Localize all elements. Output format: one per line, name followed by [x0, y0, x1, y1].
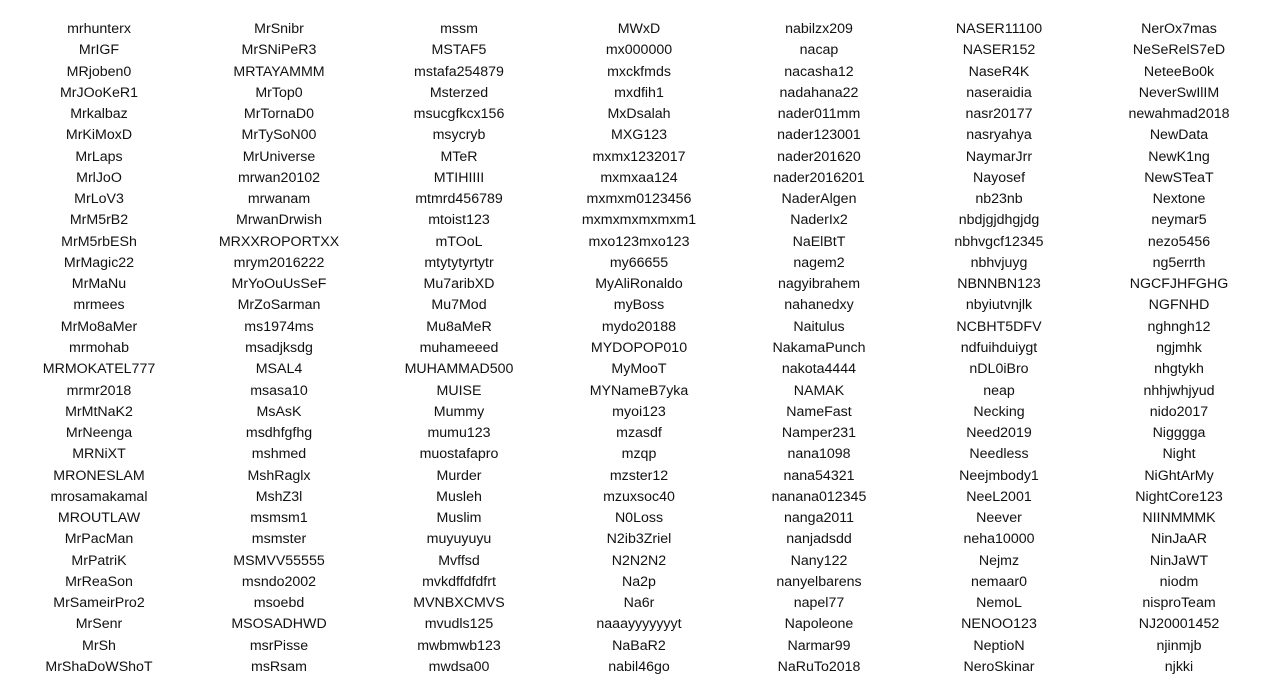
username-cell: MyMooT: [611, 361, 667, 378]
username-cell: mxo123mxo123: [588, 233, 690, 250]
username-cell: msrPisse: [249, 637, 309, 654]
username-cell: mrmohab: [69, 339, 129, 356]
username-cell: Needless: [969, 446, 1029, 463]
username-cell: MRNiXT: [72, 446, 126, 463]
username-cell: mrmr2018: [66, 382, 132, 399]
username-cell: mxmxm0123456: [586, 191, 692, 208]
username-cell: NightCore123: [1135, 488, 1223, 505]
username-cell: NaderIx2: [790, 212, 848, 229]
username-column-4: [549, 19, 729, 678]
username-cell: MSOSADHWD: [231, 616, 327, 633]
username-cell: mwdsa00: [428, 658, 490, 675]
username-cell: NeSeRelS7eD: [1132, 42, 1226, 59]
username-cell: nisproTeam: [1142, 595, 1216, 612]
username-cell: NewData: [1149, 127, 1209, 144]
username-cell: NemoL: [976, 595, 1022, 612]
username-cell: NiGhtArMy: [1144, 467, 1214, 484]
username-cell: NaBaR2: [612, 637, 666, 654]
username-cell: mtmrd456789: [415, 191, 503, 208]
username-cell: NeeL2001: [966, 488, 1032, 505]
username-cell: nagyibrahem: [777, 276, 861, 293]
username-cell: nanga2011: [784, 510, 854, 527]
username-cell: Musleh: [436, 488, 482, 505]
username-cell: N2ib3Zriel: [606, 531, 672, 548]
username-cell: MrSnibr: [254, 21, 304, 37]
username-cell: mrwanam: [247, 191, 311, 208]
username-cell: nana54321: [783, 467, 855, 484]
username-cell: MVNBXCMVS: [413, 595, 505, 612]
username-cell: MUHAMMAD500: [404, 361, 514, 378]
username-column-2: [189, 19, 369, 678]
username-cell: MSAL4: [255, 361, 303, 378]
username-cell: MrMo8aMer: [60, 318, 138, 335]
username-cell: MrUniverse: [242, 148, 316, 165]
username-cell: nader011mm: [777, 106, 861, 123]
username-column-1: [9, 19, 189, 678]
username-cell: mrosamakamal: [50, 488, 148, 505]
username-cell: mwbmwb123: [417, 637, 501, 654]
username-cell: myBoss: [613, 297, 665, 314]
username-cell: niodm: [1159, 573, 1199, 590]
username-cell: Nany122: [790, 552, 848, 569]
username-cell: MrSh: [82, 637, 116, 654]
username-cell: nana1098: [787, 446, 851, 463]
username-cell: MrPacMan: [64, 531, 134, 548]
username-cell: MUISE: [436, 382, 482, 399]
username-cell: Mu7aribXD: [423, 276, 495, 293]
username-cell: ndfuihduiygt: [960, 339, 1038, 356]
username-cell: Muslim: [436, 510, 482, 527]
username-cell: Neejmbody1: [959, 467, 1039, 484]
username-cell: nido2017: [1149, 403, 1209, 420]
username-cell: nezo5456: [1147, 233, 1211, 250]
username-cell: mumu123: [427, 425, 491, 442]
username-cell: MxDsalah: [607, 106, 671, 123]
username-cell: NBNNBN123: [957, 276, 1041, 293]
username-cell: MSTAF5: [431, 42, 487, 59]
username-cell: mzasdf: [616, 425, 662, 442]
username-cell: muhameeed: [419, 339, 499, 356]
username-cell: Msterzed: [429, 84, 489, 101]
username-cell: NGCFJHFGHG: [1129, 276, 1229, 293]
username-cell: NinJaWT: [1149, 552, 1209, 569]
username-cell: mydo20188: [601, 318, 677, 335]
username-cell: Nigggga: [1152, 425, 1206, 442]
username-cell: nader2016201: [773, 169, 865, 186]
username-cell: mxmxaa124: [600, 169, 678, 186]
username-cell: ngjmhk: [1156, 339, 1202, 356]
username-cell: MYDOPOP010: [590, 339, 688, 356]
username-cell: nader201620: [777, 148, 861, 165]
username-cell: NeroSkinar: [963, 658, 1035, 675]
username-cell: MsAsK: [256, 403, 302, 420]
username-cell: MrlJoO: [76, 169, 122, 186]
username-cell: MSMVV55555: [233, 552, 325, 569]
username-cell: MRONESLAM: [53, 467, 145, 484]
username-cell: NaElBtT: [792, 233, 846, 250]
username-cell: msucgfkcx156: [413, 106, 505, 123]
username-cell: NeverSwIlIM: [1138, 84, 1220, 101]
username-cell: NaderAlgen: [781, 191, 857, 208]
username-cell: MyAliRonaldo: [595, 276, 683, 293]
username-cell: MrMtNaK2: [65, 403, 133, 420]
username-cell: MrwanDrwish: [236, 212, 322, 229]
username-cell: NewK1ng: [1148, 148, 1210, 165]
username-cell: Na6r: [623, 595, 655, 612]
username-cell: mtoist123: [428, 212, 490, 229]
username-cell: nanana012345: [771, 488, 867, 505]
username-cell: NENOO123: [961, 616, 1037, 633]
username-cell: muostafapro: [419, 446, 499, 463]
username-cell: NameFast: [786, 403, 852, 420]
username-cell: msRsam: [251, 658, 307, 675]
username-cell: NakamaPunch: [772, 339, 866, 356]
username-cell: MrZoSarman: [237, 297, 321, 314]
username-cell: nabilzx209: [785, 21, 853, 37]
username-cell: nbhvjuyg: [970, 254, 1028, 271]
username-cell: nahanedxy: [784, 297, 854, 314]
username-cell: muyuyuyu: [426, 531, 492, 548]
username-cell: MrM5rbESh: [61, 233, 137, 250]
username-cell: NerOx7mas: [1141, 21, 1217, 37]
username-cell: nabil46go: [608, 658, 670, 675]
username-grid: [9, 19, 1271, 678]
username-column-6: [909, 19, 1089, 678]
username-column-3: [369, 19, 549, 678]
username-cell: MrMagic22: [63, 254, 135, 271]
username-cell: mzster12: [609, 467, 669, 484]
username-cell: nakota4444: [781, 361, 857, 378]
username-cell: NASER152: [962, 42, 1036, 59]
username-cell: NinJaAR: [1151, 531, 1207, 548]
username-cell: MTeR: [440, 148, 478, 165]
username-cell: nanyelbarens: [776, 573, 862, 590]
username-cell: MRTAYAMMM: [233, 63, 325, 80]
username-cell: NeptioN: [973, 637, 1025, 654]
username-cell: Mummy: [433, 403, 485, 420]
username-cell: NaseR4K: [968, 63, 1030, 80]
username-cell: NaRuTo2018: [777, 658, 861, 675]
username-cell: MWxD: [617, 21, 661, 37]
username-cell: MrTySoN00: [241, 127, 317, 144]
username-cell: Need2019: [966, 425, 1032, 442]
username-cell: MrM5rB2: [69, 212, 129, 229]
username-cell: nemaar0: [971, 573, 1027, 590]
username-cell: mrhunterx: [67, 21, 131, 37]
username-cell: Namper231: [781, 425, 857, 442]
username-cell: Night: [1162, 446, 1196, 463]
username-cell: nbhvgcf12345: [954, 233, 1044, 250]
username-cell: ms1974ms: [244, 318, 314, 335]
username-cell: ng5errth: [1152, 254, 1206, 271]
username-cell: mvudls125: [424, 616, 494, 633]
username-cell: MrSameirPro2: [53, 595, 145, 612]
username-cell: mTOoL: [435, 233, 483, 250]
username-cell: nbyiutvnjlk: [965, 297, 1033, 314]
username-cell: NCBHT5DFV: [956, 318, 1042, 335]
username-cell: MXG123: [611, 127, 667, 144]
username-cell: mtytytyrtytr: [424, 254, 494, 271]
username-cell: NewSTeaT: [1144, 169, 1214, 186]
username-cell: mxckfmds: [607, 63, 671, 80]
username-cell: nagem2: [793, 254, 845, 271]
username-cell: nhhjwhjyud: [1143, 382, 1215, 399]
username-cell: mrwan20102: [237, 169, 321, 186]
username-cell: NGFNHD: [1148, 297, 1210, 314]
username-cell: MrYoOuUsSeF: [231, 276, 327, 293]
username-cell: Na2p: [622, 573, 656, 590]
username-cell: naaayyyyyyyt: [596, 616, 682, 633]
username-cell: MrLaps: [75, 148, 123, 165]
username-cell: Neever: [976, 510, 1022, 527]
username-cell: nghngh12: [1147, 318, 1211, 335]
username-cell: nasryahya: [966, 127, 1032, 144]
username-cell: nDL0iBro: [969, 361, 1029, 378]
username-cell: MrPatriK: [71, 552, 127, 569]
username-cell: my66655: [609, 254, 669, 271]
username-cell: mrmees: [73, 297, 125, 314]
username-cell: mx000000: [605, 42, 673, 59]
username-cell: MrMaNu: [71, 276, 127, 293]
username-cell: MrTornaD0: [243, 106, 315, 123]
username-cell: nacasha12: [784, 63, 854, 80]
username-cell: MRMOKATEL777: [42, 361, 156, 378]
username-cell: MrShaDoWShoT: [45, 658, 153, 675]
username-cell: NAMAK: [793, 382, 845, 399]
username-cell: mxmx1232017: [592, 148, 686, 165]
username-cell: MrSenr: [75, 616, 123, 633]
username-cell: Necking: [973, 403, 1025, 420]
username-cell: mzqp: [621, 446, 657, 463]
username-cell: MrKiMoxD: [65, 127, 133, 144]
username-cell: MRjoben0: [66, 63, 132, 80]
username-cell: NaymarJrr: [965, 148, 1033, 165]
username-cell: msdhfgfhg: [245, 425, 313, 442]
username-cell: nbdjgjdhgjdg: [958, 212, 1040, 229]
username-cell: MrJOoKeR1: [59, 84, 139, 101]
username-cell: nhgtykh: [1154, 361, 1204, 378]
username-cell: Nextone: [1152, 191, 1206, 208]
username-column-5: [729, 19, 909, 678]
username-cell: NJ20001452: [1138, 616, 1220, 633]
username-cell: MRXXROPORTXX: [218, 233, 340, 250]
username-cell: MshRaglx: [247, 467, 311, 484]
username-cell: MrTop0: [255, 84, 303, 101]
username-cell: msmsm1: [250, 510, 308, 527]
username-cell: MTIHIIII: [433, 169, 485, 186]
username-cell: NASER11100: [955, 21, 1043, 37]
username-cell: MrLoV3: [74, 191, 124, 208]
username-cell: Mvffsd: [438, 552, 480, 569]
username-cell: naseraidia: [966, 84, 1032, 101]
username-cell: mvkdffdfdfrt: [422, 573, 496, 590]
username-cell: newahmad2018: [1128, 106, 1230, 123]
username-cell: napel77: [793, 595, 845, 612]
username-cell: MROUTLAW: [57, 510, 141, 527]
username-cell: msycryb: [432, 127, 486, 144]
username-cell: Murder: [436, 467, 482, 484]
username-cell: nb23nb: [975, 191, 1023, 208]
username-cell: mshmed: [251, 446, 307, 463]
username-cell: msoebd: [253, 595, 305, 612]
username-column-7: [1089, 19, 1269, 678]
username-cell: nadahana22: [779, 84, 859, 101]
username-cell: njkki: [1164, 658, 1194, 675]
username-cell: neymar5: [1151, 212, 1207, 229]
username-cell: Narmar99: [787, 637, 851, 654]
username-cell: Napoleone: [784, 616, 854, 633]
username-cell: msndo2002: [241, 573, 317, 590]
username-cell: nacap: [799, 42, 839, 59]
username-cell: Naitulus: [793, 318, 845, 335]
username-cell: msasa10: [250, 382, 308, 399]
username-cell: MYNameB7yka: [589, 382, 689, 399]
username-cell: mxmxmxmxmxm1: [581, 212, 697, 229]
username-cell: mxdfih1: [614, 84, 664, 101]
username-cell: MrIGF: [78, 42, 120, 59]
username-cell: Mrkalbaz: [70, 106, 128, 123]
username-cell: msmster: [251, 531, 307, 548]
username-cell: neha10000: [963, 531, 1035, 548]
username-cell: mzuxsoc40: [603, 488, 675, 505]
username-cell: MrNeenga: [65, 425, 133, 442]
username-cell: N2N2N2: [611, 552, 667, 569]
username-cell: Nejmz: [978, 552, 1020, 569]
username-cell: NeteeBo0k: [1143, 63, 1215, 80]
username-cell: MrSNiPeR3: [241, 42, 317, 59]
username-cell: mssm: [440, 21, 478, 37]
username-cell: Nayosef: [972, 169, 1026, 186]
username-cell: MrReaSon: [65, 573, 133, 590]
username-cell: njinmjb: [1156, 637, 1202, 654]
username-cell: nader123001: [777, 127, 861, 144]
username-cell: N0Loss: [614, 510, 664, 527]
username-cell: NIINMMMK: [1142, 510, 1216, 527]
username-cell: neap: [983, 382, 1015, 399]
username-cell: Mu8aMeR: [426, 318, 492, 335]
username-cell: msadjksdg: [245, 339, 313, 356]
username-cell: Mu7Mod: [431, 297, 487, 314]
username-cell: myoi123: [612, 403, 666, 420]
username-cell: nanjadsdd: [786, 531, 852, 548]
username-cell: MshZ3l: [255, 488, 303, 505]
username-cell: mrym2016222: [233, 254, 325, 271]
username-cell: mstafa254879: [414, 63, 504, 80]
username-cell: nasr20177: [965, 106, 1033, 123]
